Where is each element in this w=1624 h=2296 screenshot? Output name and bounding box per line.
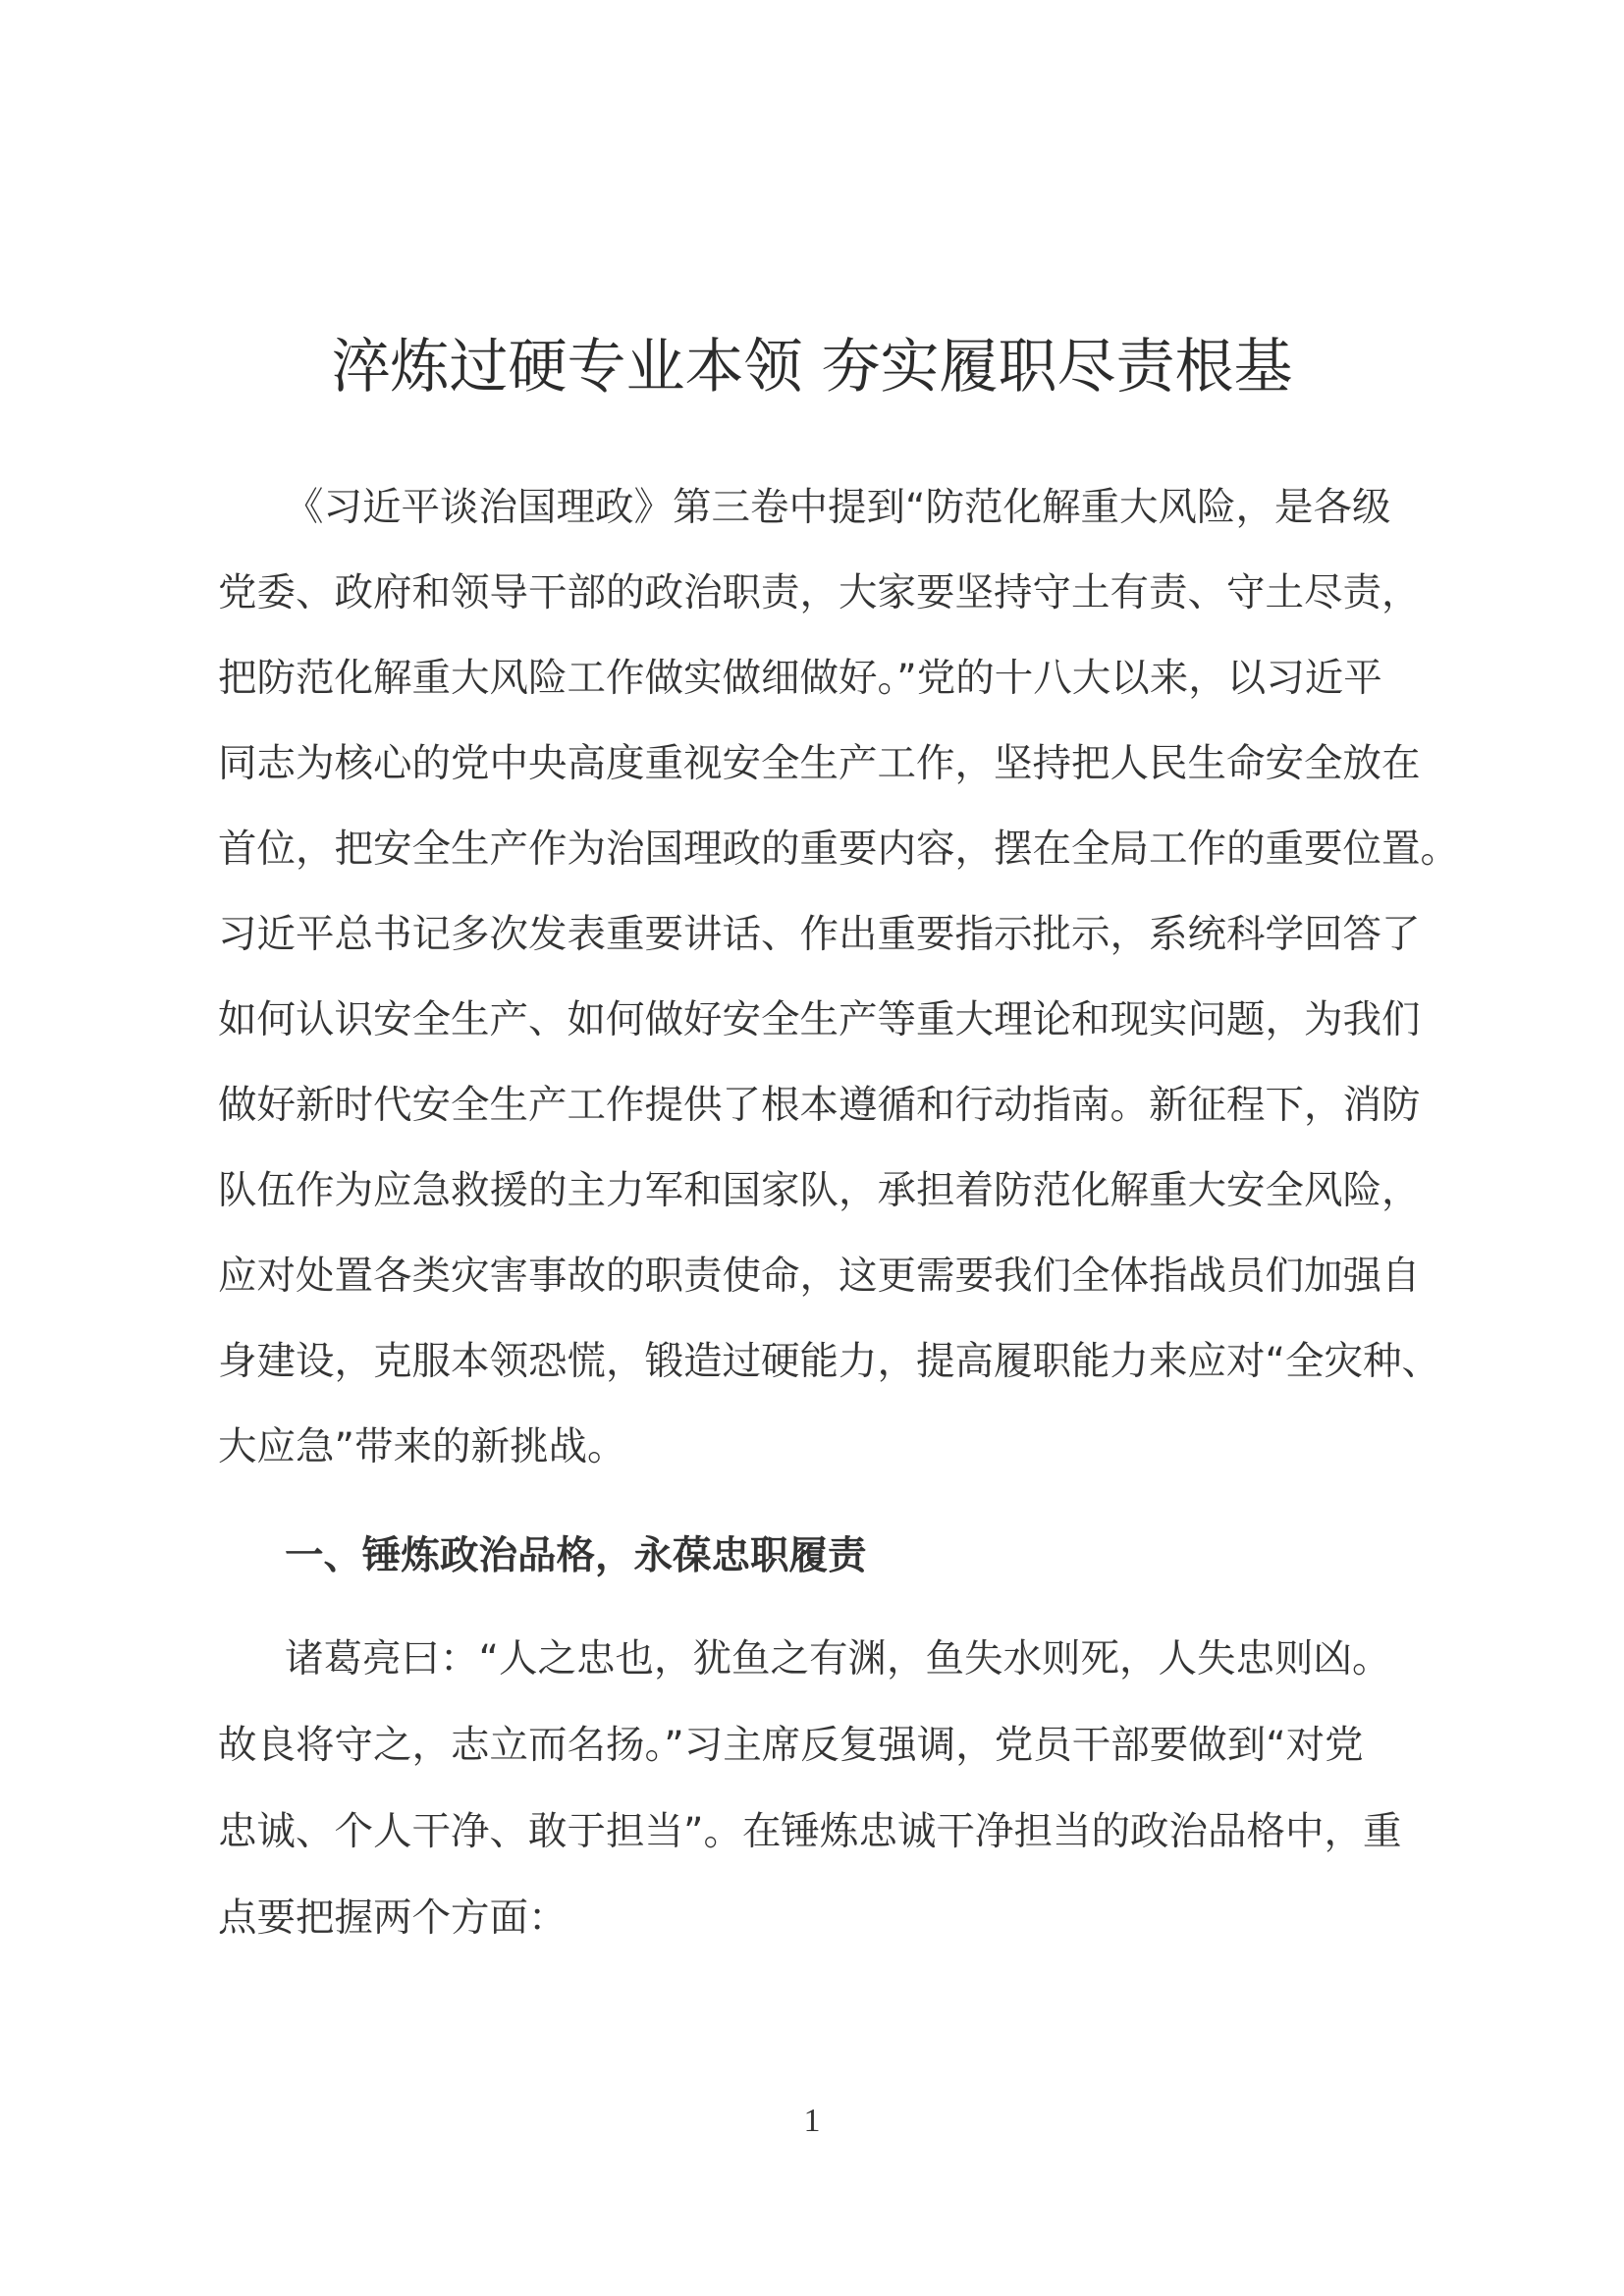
text-line: 身建设，克服本领恐慌，锻造过硬能力，提高履职能力来应对“全灾种、: [218, 1339, 1440, 1384]
text-line: 习近平总书记多次发表重要讲话、作出重要指示批示，系统科学回答了: [218, 912, 1421, 957]
text-line: 故良将守之，志立而名扬。”习主席反复强调，党员干部要做到“对党: [218, 1723, 1364, 1768]
text-line: 忠诚、个人干净、敢于担当”。在锤炼忠诚干净担当的政治品格中，重: [218, 1809, 1402, 1854]
page-number: 1: [803, 2103, 821, 2139]
text-line: 大应急”带来的新挑战。: [218, 1424, 626, 1469]
section-heading: 一、锤炼政治品格，永葆忠职履责: [285, 1533, 867, 1578]
text-line: 同志为核心的党中央高度重视安全生产工作，坚持把人民生命安全放在: [218, 741, 1421, 786]
text-line: 点要把握两个方面：: [218, 1896, 568, 1941]
text-line: 《习近平谈治国理政》第三卷中提到“防范化解重大风险，是各级: [285, 485, 1391, 530]
text-line: 党委、政府和领导干部的政治职责，大家要坚持守土有责、守土尽责，: [218, 570, 1421, 615]
text-line: 首位，把安全生产作为治国理政的重要内容，摆在全局工作的重要位置。: [218, 827, 1459, 872]
text-line: 应对处置各类灾害事故的职责使命，这更需要我们全体指战员们加强自: [218, 1254, 1421, 1299]
text-line: 如何认识安全生产、如何做好安全生产等重大理论和现实问题，为我们: [218, 997, 1421, 1042]
document-title: 淬炼过硬专业本领 夯实履职尽责根基: [331, 333, 1293, 401]
text-line: 诸葛亮曰：“人之忠也，犹鱼之有渊，鱼失水则死，人失忠则凶。: [285, 1636, 1391, 1682]
text-line: 队伍作为应急救援的主力军和国家队，承担着防范化解重大安全风险，: [218, 1168, 1421, 1213]
text-line: 做好新时代安全生产工作提供了根本遵循和行动指南。新征程下，消防: [218, 1083, 1421, 1128]
text-line: 把防范化解重大风险工作做实做细做好。”党的十八大以来，以习近平: [218, 656, 1382, 701]
